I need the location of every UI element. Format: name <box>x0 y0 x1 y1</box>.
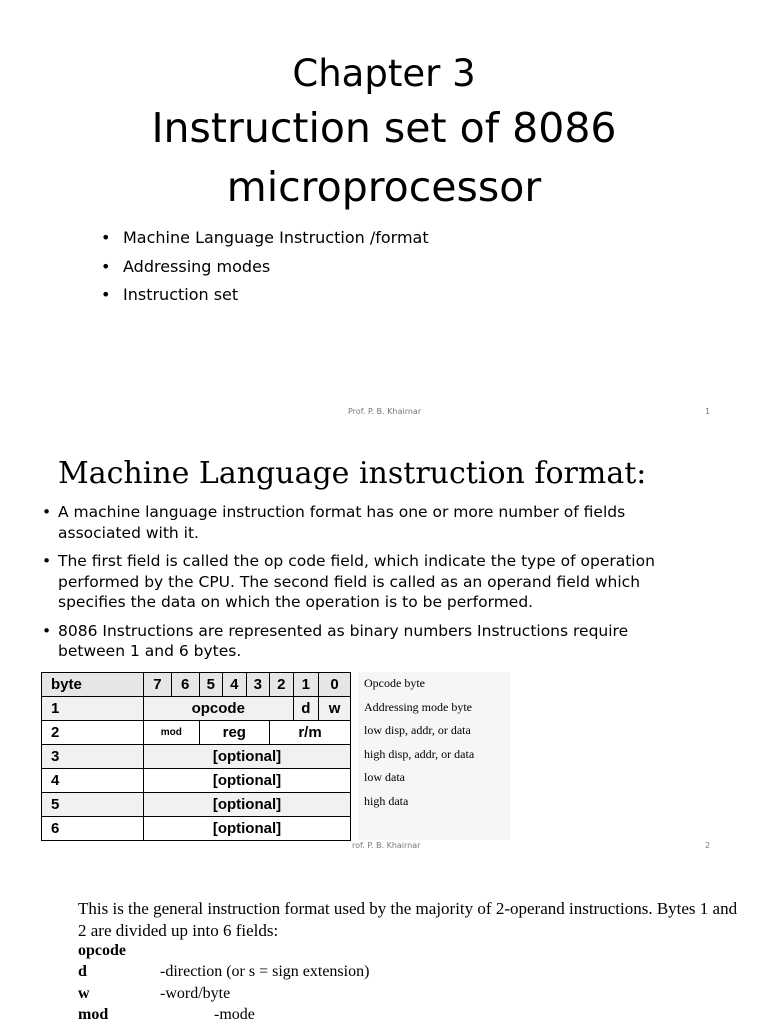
bullet-icon: • <box>42 552 52 570</box>
bit-header-cell: 0 <box>319 673 351 697</box>
slide-footer: rof. P. B. Khairnar <box>352 841 421 850</box>
bit-header-cell: 4 <box>223 673 246 697</box>
reg-cell: reg <box>199 721 269 745</box>
opcode-cell: opcode <box>144 697 294 721</box>
instruction-format-table <box>41 672 351 841</box>
slide-1 <box>0 0 768 430</box>
byte-number-cell: 2 <box>42 721 144 745</box>
list-item: low data <box>364 770 405 785</box>
table-row <box>42 793 351 817</box>
list-item: high data <box>364 793 409 808</box>
bullet-icon: • <box>42 621 52 640</box>
bullet-icon: • <box>101 285 111 304</box>
list-item-text: Machine Language Instruction /format <box>123 228 429 247</box>
list-item <box>101 228 429 257</box>
d-bit-cell: d <box>293 697 319 721</box>
list-item-text: 8086 Instructions are represented as binary numbers Instructions require between 1 and 6 bytes. <box>58 621 629 660</box>
w-bit-cell: w <box>319 697 351 721</box>
list-item: high disp, addr, or data <box>364 746 475 761</box>
slide-3 <box>0 880 768 1024</box>
list-item-text: A machine language instruction format has one or more number of fields associated with it. <box>58 503 626 542</box>
list-item-text: The first field is called the op code field, which indicate the type of operation performed by the CPU. The second field is called as an operand field which specifies the data on which the operation is to be performed. <box>58 552 655 611</box>
list-item <box>101 285 429 314</box>
table-row <box>42 817 351 841</box>
mod-cell: mod <box>144 721 200 745</box>
optional-cell: [optional] <box>144 793 351 817</box>
bit-header-cell: 2 <box>270 673 293 697</box>
bit-header-cell: 5 <box>199 673 222 697</box>
bit-header-cell: 6 <box>171 673 199 697</box>
slide-2 <box>0 440 768 860</box>
list-item: low disp, addr, or data <box>364 723 471 738</box>
field-term: d <box>78 963 87 981</box>
bullet-icon: • <box>101 228 111 247</box>
slide-footer: Prof. P. B. Khairnar <box>348 407 422 416</box>
slide-title: Machine Language instruction format: <box>58 456 647 491</box>
list-item <box>42 621 682 662</box>
table-header-row <box>42 673 351 697</box>
chapter-heading: Chapter 3 <box>292 52 476 95</box>
field-description: -direction (or s = sign extension) <box>160 963 370 981</box>
list-item-text: Instruction set <box>123 285 239 304</box>
table-row <box>42 721 351 745</box>
field-description: -word/byte <box>160 984 231 1002</box>
list-item: Opcode byte <box>364 676 425 690</box>
byte-number-cell: 1 <box>42 697 144 721</box>
field-term: mod <box>78 1005 109 1023</box>
bullet-icon: • <box>42 503 52 521</box>
table-header-cell: byte <box>42 673 144 697</box>
list-item-text: Addressing modes <box>123 256 271 276</box>
list-item <box>42 502 682 543</box>
table-row <box>42 697 351 721</box>
optional-cell: [optional] <box>144 745 351 769</box>
table-row <box>42 745 351 769</box>
byte-number-cell: 5 <box>42 793 144 817</box>
optional-cell: [optional] <box>144 769 351 793</box>
page-number: 2 <box>705 841 711 850</box>
byte-number-cell: 4 <box>42 769 144 793</box>
list-item <box>42 551 682 613</box>
byte-number-cell: 3 <box>42 745 144 769</box>
bullet-icon: • <box>101 256 111 276</box>
topic-list <box>101 228 429 314</box>
byte-number-cell: 6 <box>42 817 144 841</box>
table-row <box>42 769 351 793</box>
page-number: 1 <box>705 407 711 416</box>
list-item <box>101 257 429 286</box>
slide-title-line-1: Instruction set of 8086 <box>151 104 617 152</box>
intro-paragraph: This is the general instruction format used by the majority of 2-operand instructions. Bytes 1 and 2 are divided up into 6 fields: <box>78 899 738 940</box>
optional-cell: [optional] <box>144 817 351 841</box>
list-item: Addressing mode byte <box>364 699 472 714</box>
bit-header-cell: 3 <box>246 673 269 697</box>
slide-title-line-2: microprocessor <box>226 163 542 211</box>
rm-cell: r/m <box>270 721 351 745</box>
bullet-list <box>42 502 682 670</box>
byte-description-list <box>358 672 510 840</box>
field-term: w <box>78 984 90 1002</box>
field-description: -mode <box>214 1005 255 1023</box>
bit-header-cell: 7 <box>144 673 172 697</box>
field-term: opcode <box>78 942 126 959</box>
bit-header-cell: 1 <box>293 673 319 697</box>
